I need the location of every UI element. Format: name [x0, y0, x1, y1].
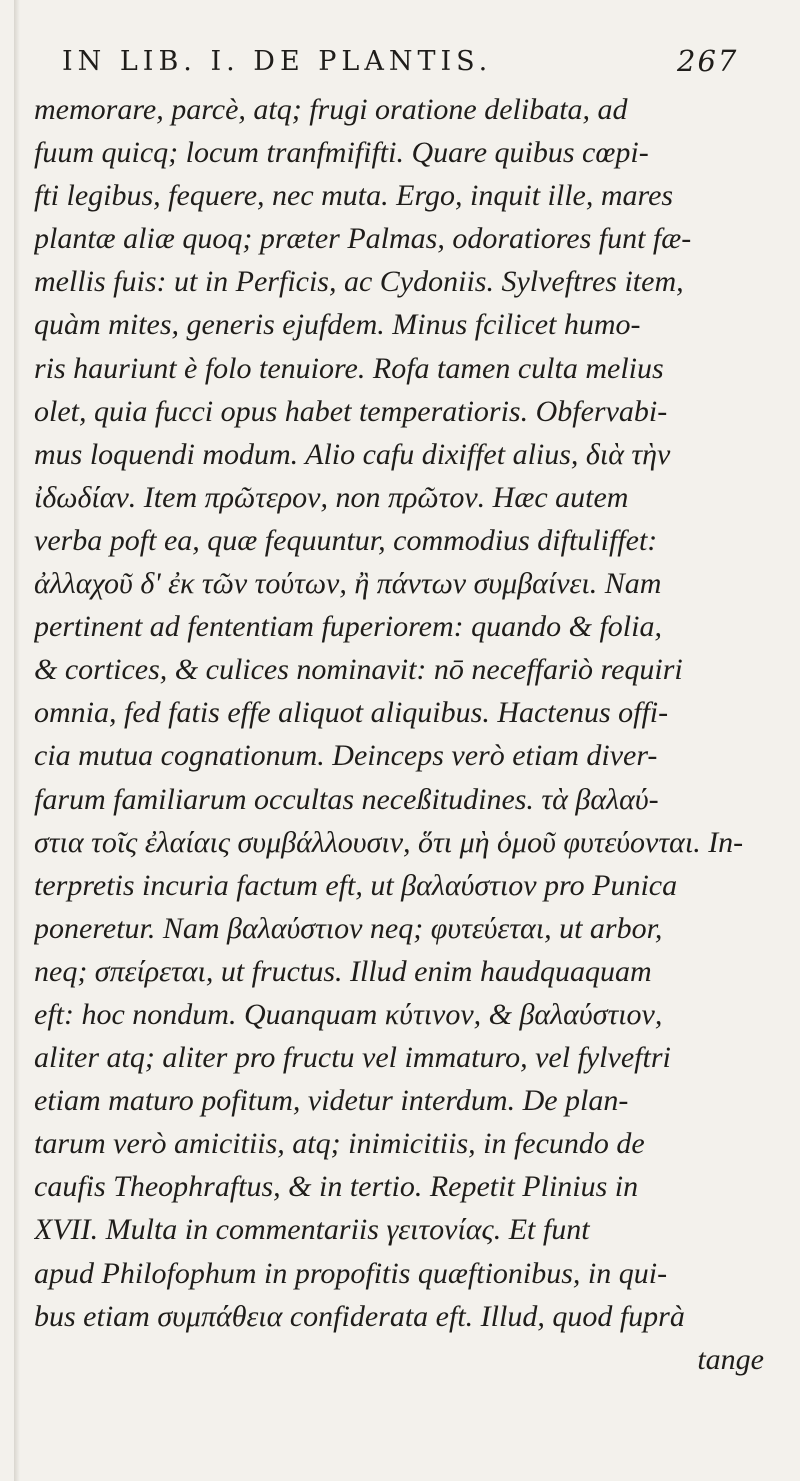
text-line: XVII. Multa in commentariis γειτονίας. Et funt: [34, 1213, 590, 1247]
book-page: [34, 0, 794, 1481]
text-line: ἀλλαχοῦ δ' ἐκ τῶν τούτων, ἢ πάντων συμβαίνει. Nam: [34, 567, 662, 601]
text-line: apud Philofophum in propofitis quæftionibus, in qui-: [34, 1256, 668, 1290]
text-line: mus loquendi modum. Alio cafu dixiffet alius, διὰ τὴν: [34, 437, 671, 471]
text-line: cia mutua cognationum. Deinceps verò etiam diver-: [34, 739, 658, 773]
text-line: plantæ aliæ quoq; præter Palmas, odoratiores funt fæ-: [34, 222, 692, 256]
text-line: & cortices, & culices nominavit: nō neceffariò requiri: [34, 653, 683, 687]
text-line: quàm mites, generis ejufdem. Minus fcilicet humo-: [34, 308, 641, 342]
page-gutter: [14, 0, 20, 1481]
page-number: 267: [677, 44, 739, 78]
text-line: farum familiarum occultas neceßitudines. τὰ βαλαύ-: [34, 782, 659, 816]
text-line: caufis Theophraftus, & in tertio. Repetit Plinius in: [34, 1170, 639, 1204]
text-line: terpretis incuria factum eft, ut βαλαύστιον pro Punica: [34, 868, 678, 902]
text-line: mellis fuis: ut in Perficis, ac Cydoniis. Sylveftres item,: [34, 265, 684, 299]
text-line: poneretur. Nam βαλαύστιον neq; φυτεύεται, ut arbor,: [34, 911, 663, 945]
text-line: ἰδωδίαν. Item πρῶτερον, non πρῶτον. Hæc autem: [34, 480, 629, 514]
text-line: bus etiam συμπάθεια confiderata eft. Illud, quod fuprà: [34, 1299, 685, 1333]
text-line: verba poft ea, quæ fequuntur, commodius diftuliffet:: [34, 523, 658, 557]
running-head: IN LIB. I. DE PLANTIS.: [62, 46, 493, 77]
text-line: omnia, fed fatis effe aliquot aliquibus. Hactenus offi-: [34, 696, 669, 730]
page-header: [62, 46, 762, 86]
text-line: fti legibus, fequere, nec muta. Ergo, inquit ille, mares: [34, 179, 674, 213]
text-line: ris hauriunt è folo tenuiore. Rofa tamen culta melius: [34, 351, 664, 385]
text-line: memorare, parcè, atq; frugi oratione delibata, ad: [34, 93, 628, 126]
text-line: pertinent ad fententiam fuperiorem: quando & folia,: [34, 610, 662, 644]
text-line: fuum quicq; locum tranfmififti. Quare quibus cœpi-: [34, 136, 649, 170]
text-line: eft: hoc nondum. Quanquam κύτινον, & βαλαύστιον,: [34, 997, 663, 1031]
text-line: etiam maturo pofitum, videtur interdum. De plan-: [34, 1084, 629, 1118]
text-line: neq; σπείρεται, ut fructus. Illud enim haudquaquam: [34, 954, 652, 988]
text-line: olet, quia fucci opus habet temperatioris. Obfervabi-: [34, 394, 668, 428]
text-line: στια τοῖς ἐλαίαις συμβάλλουσιν, ὅτι μὴ ὁμοῦ φυτεύονται. In-: [34, 825, 744, 859]
catchword: tange: [697, 1342, 764, 1376]
text-line: aliter atq; aliter pro fructu vel immaturo, vel fylveftri: [34, 1041, 671, 1075]
body-text: [34, 88, 794, 1381]
text-line: tarum verò amicitiis, atq; inimicitiis, in fecundo de: [34, 1127, 645, 1161]
